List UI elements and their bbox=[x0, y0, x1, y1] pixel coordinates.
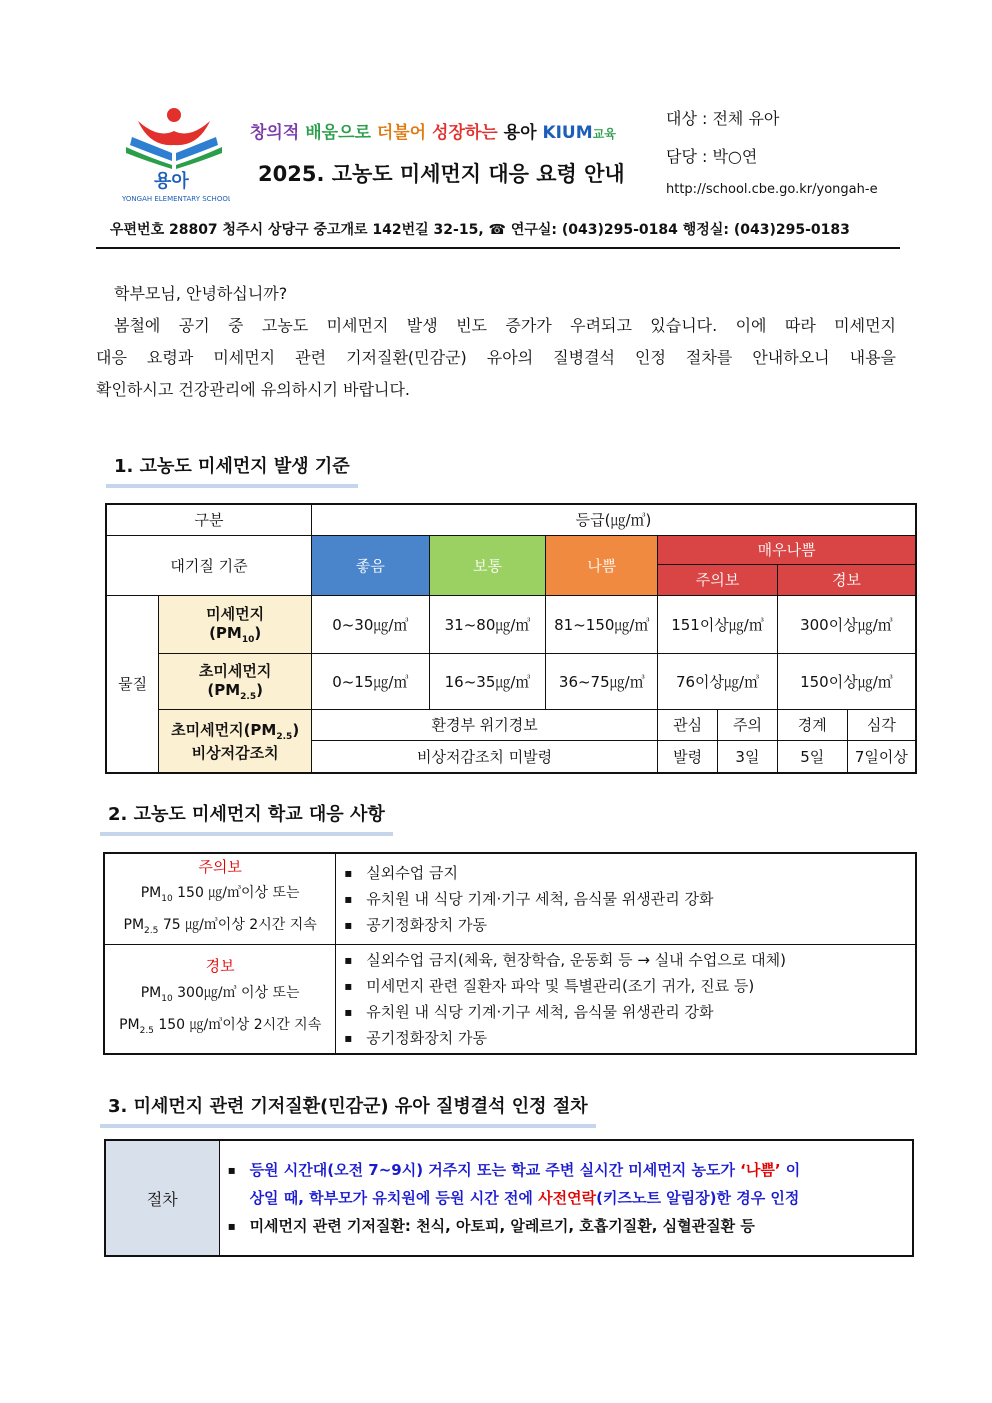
greeting: 학부모님, 안녕하십니까? bbox=[114, 284, 288, 303]
pm-sub: 10 bbox=[161, 893, 173, 904]
section-heading: 3. 미세먼지 관련 기저질환(민감군) 유아 질병결석 인정 절차 bbox=[100, 1092, 596, 1128]
intro-line: 확인하시고 건강관리에 유의하시기 바랍니다. bbox=[96, 380, 411, 399]
pm10-warning: 300이상㎍/㎥ bbox=[777, 595, 916, 653]
pm-sub: 2.5 bbox=[276, 731, 293, 742]
pm-sub: 10 bbox=[241, 635, 255, 645]
list-item: ▪ 미세먼지 관련 질환자 파악 및 특별관리(조기 귀가, 진료 등) bbox=[336, 973, 915, 999]
procedure-text: 이 bbox=[780, 1161, 801, 1179]
target-audience: 대상 : 전체 유아 bbox=[666, 109, 780, 128]
paren: ) bbox=[292, 720, 300, 739]
slogan-part: 성장하는 bbox=[432, 123, 498, 143]
watch-actions bbox=[336, 853, 916, 944]
school-slogan bbox=[250, 118, 616, 143]
condition-text: 150 ㎍/㎥이상 또는 bbox=[172, 885, 300, 901]
level-value: 발령 bbox=[658, 740, 718, 773]
pm25-normal: 16~35㎍/㎥ bbox=[429, 653, 546, 709]
paren: ( bbox=[209, 624, 216, 642]
condition-text: 150 ㎍/㎥이상 2시간 지속 bbox=[153, 1017, 322, 1034]
paren: ) bbox=[256, 681, 263, 699]
slogan-part: 더불어 bbox=[376, 123, 427, 143]
pm-sub: 10 bbox=[161, 993, 173, 1004]
slogan-part: 용아 bbox=[503, 123, 537, 143]
intro-line: 봄철에 공기 중 고농도 미세먼지 발생 빈도 증가가 우려되고 있습니다. 이에 따라 미세먼지 bbox=[114, 316, 896, 335]
no-order-label: 비상저감조치 미발령 bbox=[311, 740, 657, 773]
substance-label: 물질 bbox=[106, 595, 159, 773]
pm25-name: 초미세먼지 bbox=[198, 662, 272, 680]
pm10-watch: 151이상㎍/㎥ bbox=[658, 595, 778, 653]
pm25-watch: 76이상㎍/㎥ bbox=[658, 653, 778, 709]
level-interest: 관심 bbox=[658, 709, 718, 740]
list-item: ▪ 실외수업 금지(체육, 현장학습, 운동회 등 → 실내 수업으로 대체) bbox=[336, 947, 915, 973]
address-line: 우편번호 28807 청주시 상당구 중고개로 142번길 32-15, ☎ 연구실: (043)295-0184 행정실: (043)295-0183 bbox=[110, 222, 850, 238]
condition-text: 75 ㎍/㎥이상 2시간 지속 bbox=[158, 916, 317, 933]
pm-code: PM bbox=[140, 885, 162, 901]
pm10-good: 0~30㎍/㎥ bbox=[311, 595, 429, 653]
slogan-part: 배움으로 bbox=[305, 123, 371, 143]
list-item: ▪ 공기정화장치 가동 bbox=[336, 912, 915, 938]
level-value: 3일 bbox=[718, 740, 778, 773]
header-grade: 등급(㎍/㎥) bbox=[311, 504, 916, 535]
school-url[interactable]: http://school.cbe.go.kr/yongah-e bbox=[666, 182, 878, 197]
level-caution: 주의 bbox=[718, 709, 778, 740]
warning-title: 경보 bbox=[205, 956, 235, 975]
pm-code: PM bbox=[214, 681, 241, 699]
emergency-subtitle: 비상저감조치 bbox=[191, 743, 279, 762]
air-standard-label: 대기질 기준 bbox=[106, 535, 311, 595]
school-logo bbox=[118, 103, 230, 203]
pm10-name: 미세먼지 bbox=[206, 605, 265, 623]
pm-standard-table bbox=[105, 503, 917, 774]
pm-code: PM bbox=[123, 916, 145, 933]
watch-condition bbox=[104, 853, 336, 944]
emergency-title: 초미세먼지(PM bbox=[171, 720, 277, 739]
pm25-warning: 150이상㎍/㎥ bbox=[777, 653, 916, 709]
list-item: ▪ 공기정화장치 가동 bbox=[336, 1025, 915, 1051]
procedure-text: 상일 때, 학부모가 유치원에 등원 시간 전에 bbox=[249, 1189, 539, 1207]
manager: 담당 : 박○연 bbox=[666, 147, 758, 166]
procedure-content bbox=[219, 1140, 913, 1256]
slogan-part: 교육 bbox=[592, 127, 616, 141]
pm-code: PM bbox=[140, 984, 162, 1001]
header-category: 구분 bbox=[106, 504, 311, 535]
pm-sub: 2.5 bbox=[144, 925, 159, 936]
warning-condition bbox=[104, 944, 336, 1054]
pm-code: PM bbox=[119, 1017, 140, 1034]
slogan-part: 창의적 bbox=[250, 123, 300, 143]
condition-text: 300㎍/㎥ 이상 또는 bbox=[172, 984, 300, 1001]
pm10-bad: 81~150㎍/㎥ bbox=[546, 595, 658, 653]
intro-line: 대응 요령과 미세먼지 관련 기저질환(민감군) 유아의 질병결석 인정 절차를 안내하오니 내용을 bbox=[96, 348, 896, 367]
pm-sub: 2.5 bbox=[240, 692, 257, 702]
pm25-good: 0~15㎍/㎥ bbox=[311, 653, 429, 709]
page-title: 2025. 고농도 미세먼지 대응 요령 안내 bbox=[258, 162, 625, 186]
grade-bad: 나쁨 bbox=[546, 535, 658, 595]
grade-warning: 경보 bbox=[777, 564, 916, 595]
pm10-label bbox=[159, 595, 312, 653]
procedure-label: 절차 bbox=[105, 1140, 219, 1256]
grade-watch: 주의보 bbox=[658, 564, 778, 595]
header-divider bbox=[96, 247, 900, 249]
warning-actions bbox=[336, 944, 916, 1054]
list-item bbox=[220, 1156, 912, 1212]
section-heading: 2. 고농도 미세먼지 학교 대응 사항 bbox=[100, 800, 393, 836]
watch-title: 주의보 bbox=[198, 858, 242, 876]
list-item: ▪ 유치원 내 식당 기계·기구 세척, 음식물 위생관리 강화 bbox=[336, 999, 915, 1025]
grade-good: 좋음 bbox=[311, 535, 429, 595]
emergency-label bbox=[159, 709, 312, 773]
pm25-bad: 36~75㎍/㎥ bbox=[546, 653, 658, 709]
logo-text: 용아 bbox=[154, 171, 189, 192]
list-item: ▪ 유치원 내 식당 기계·기구 세척, 음식물 위생관리 강화 bbox=[336, 886, 915, 912]
logo-ring-text: YONGAH ELEMENTARY SCHOOL bbox=[122, 195, 230, 203]
paren: ( bbox=[207, 681, 215, 699]
paren: ) bbox=[254, 624, 262, 642]
level-alert: 경계 bbox=[777, 709, 847, 740]
procedure-highlight: ‘나쁨’ bbox=[740, 1161, 781, 1179]
slogan-part: KIUM bbox=[542, 123, 593, 143]
procedure-text: 등원 시간대(오전 7~9시) 거주지 또는 학교 주변 실시간 미세먼지 농도가 bbox=[249, 1161, 741, 1179]
list-item: ▪ 미세먼지 관련 기저질환: 천식, 아토피, 알레르기, 호흡기질환, 심혈관질환 등 bbox=[220, 1212, 912, 1240]
grade-normal: 보통 bbox=[429, 535, 546, 595]
pm-sub: 2.5 bbox=[139, 1026, 154, 1037]
env-alert-label: 환경부 위기경보 bbox=[311, 709, 657, 740]
level-value: 7일이상 bbox=[847, 740, 916, 773]
pm-code: PM bbox=[215, 624, 242, 642]
section-heading: 1. 고농도 미세먼지 발생 기준 bbox=[106, 452, 358, 488]
grade-very-bad: 매우나쁨 bbox=[658, 535, 916, 564]
procedure-text: (키즈노트 알림장)한 경우 인정 bbox=[596, 1189, 800, 1207]
list-item: ▪ 실외수업 금지 bbox=[336, 860, 915, 886]
procedure-table bbox=[104, 1139, 914, 1257]
pm10-normal: 31~80㎍/㎥ bbox=[429, 595, 546, 653]
level-value: 5일 bbox=[777, 740, 847, 773]
pm25-label bbox=[159, 653, 312, 709]
procedure-highlight: 사전연락 bbox=[538, 1189, 597, 1207]
school-response-table bbox=[103, 852, 917, 1055]
level-serious: 심각 bbox=[847, 709, 916, 740]
